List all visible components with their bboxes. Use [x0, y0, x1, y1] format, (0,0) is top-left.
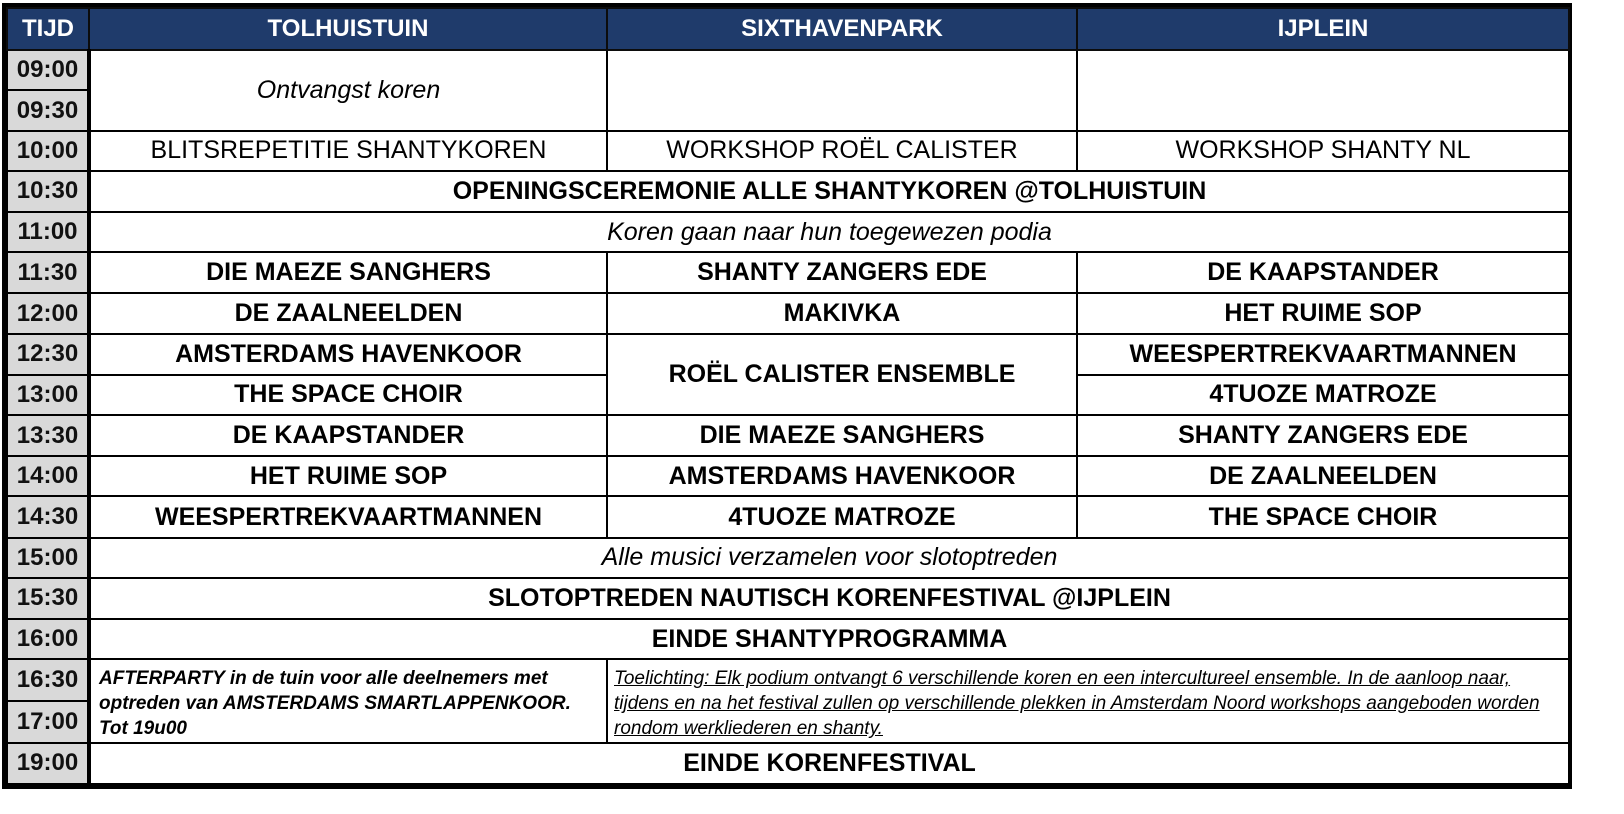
program-cell: SHANTY ZANGERS EDE — [1077, 415, 1569, 456]
afterparty-cell: AFTERPARTY in de tuin voor alle deelnemers met optreden van AMSTERDAMS SMARTLAPPENKOOR. Tot 19u00 — [89, 659, 607, 742]
time-cell: 14:00 — [7, 456, 89, 496]
time-cell: 09:00 — [7, 50, 89, 90]
program-cell: SLOTOPTREDEN NAUTISCH KORENFESTIVAL @IJPLEIN — [89, 578, 1569, 619]
program-cell: DIE MAEZE SANGHERS — [89, 252, 607, 293]
header-time: TIJD — [7, 8, 89, 50]
time-cell: 11:30 — [7, 252, 89, 293]
program-cell: AMSTERDAMS HAVENKOOR — [607, 456, 1077, 496]
toelichting-cell: Toelichting: Elk podium ontvangt 6 verschillende koren en een intercultureel ensemble. In de aanloop naar, tijdens en na het festival zullen op verschillende plekken in Amsterdam Noord workshops aangeboden worden rondom werkliederen en shanty. — [607, 659, 1569, 742]
table-row — [7, 619, 1569, 659]
time-cell: 10:00 — [7, 131, 89, 171]
program-cell: Koren gaan naar hun toegewezen podia — [89, 212, 1569, 252]
time-cell: 15:00 — [7, 538, 89, 578]
table-row — [7, 659, 1569, 742]
program-cell: ROËL CALISTER ENSEMBLE — [607, 334, 1077, 415]
table-row — [7, 538, 1569, 578]
time-cell: 14:30 — [7, 496, 89, 537]
table-row — [7, 578, 1569, 619]
time-label: 17:00 — [16, 707, 79, 735]
time-label: 16:30 — [8, 660, 87, 702]
table-row — [7, 415, 1569, 456]
program-cell: 4TUOZE MATROZE — [607, 496, 1077, 537]
table-row — [7, 212, 1569, 252]
table-row — [7, 171, 1569, 212]
program-cell: AMSTERDAMS HAVENKOOR — [89, 334, 607, 375]
header-tolhuistuin: TOLHUISTUIN — [89, 8, 607, 50]
table-row — [7, 743, 1569, 784]
table-row — [7, 293, 1569, 333]
program-cell: DE ZAALNEELDEN — [1077, 456, 1569, 496]
empty-cell — [1077, 50, 1569, 130]
program-cell: THE SPACE CHOIR — [1077, 496, 1569, 537]
program-cell: DE KAAPSTANDER — [89, 415, 607, 456]
table-row — [7, 496, 1569, 537]
header-sixthavenpark: SIXTHAVENPARK — [607, 8, 1077, 50]
table-row — [7, 50, 1569, 90]
program-cell: WEESPERTREKVAARTMANNEN — [1077, 334, 1569, 375]
program-cell: HET RUIME SOP — [1077, 293, 1569, 333]
festival-schedule-table — [6, 7, 1570, 785]
time-cell: 10:30 — [7, 171, 89, 212]
table-row — [7, 131, 1569, 171]
time-cell: 13:30 — [7, 415, 89, 456]
time-cell: 12:00 — [7, 293, 89, 333]
program-cell: EINDE SHANTYPROGRAMMA — [89, 619, 1569, 659]
time-cell: 16:00 — [7, 619, 89, 659]
program-cell: HET RUIME SOP — [89, 456, 607, 496]
table-row — [7, 252, 1569, 293]
time-cell: 09:30 — [7, 90, 89, 130]
table-row — [7, 334, 1569, 375]
empty-cell — [607, 50, 1077, 130]
program-cell: DIE MAEZE SANGHERS — [607, 415, 1077, 456]
time-cell: 19:00 — [7, 743, 89, 784]
time-cell: 11:00 — [7, 212, 89, 252]
program-cell: EINDE KORENFESTIVAL — [89, 743, 1569, 784]
program-cell: WEESPERTREKVAARTMANNEN — [89, 496, 607, 537]
program-cell: 4TUOZE MATROZE — [1077, 375, 1569, 415]
time-cell-split — [7, 659, 89, 742]
program-cell: WORKSHOP ROËL CALISTER — [607, 131, 1077, 171]
schedule-frame — [2, 3, 1572, 789]
time-cell: 13:00 — [7, 375, 89, 415]
program-cell: MAKIVKA — [607, 293, 1077, 333]
program-cell: SHANTY ZANGERS EDE — [607, 252, 1077, 293]
program-cell: OPENINGSCEREMONIE ALLE SHANTYKOREN @TOLHUISTUIN — [89, 171, 1569, 212]
program-cell: Alle musici verzamelen voor slotoptreden — [89, 538, 1569, 578]
program-cell: BLITSREPETITIE SHANTYKOREN — [89, 131, 607, 171]
time-cell: 12:30 — [7, 334, 89, 375]
ontvangst-cell: Ontvangst koren — [89, 50, 607, 130]
program-cell: WORKSHOP SHANTY NL — [1077, 131, 1569, 171]
header-ijplein: IJPLEIN — [1077, 8, 1569, 50]
program-cell: DE ZAALNEELDEN — [89, 293, 607, 333]
time-cell: 15:30 — [7, 578, 89, 619]
program-cell: DE KAAPSTANDER — [1077, 252, 1569, 293]
header-row — [7, 8, 1569, 50]
program-cell: THE SPACE CHOIR — [89, 375, 607, 415]
table-row — [7, 456, 1569, 496]
